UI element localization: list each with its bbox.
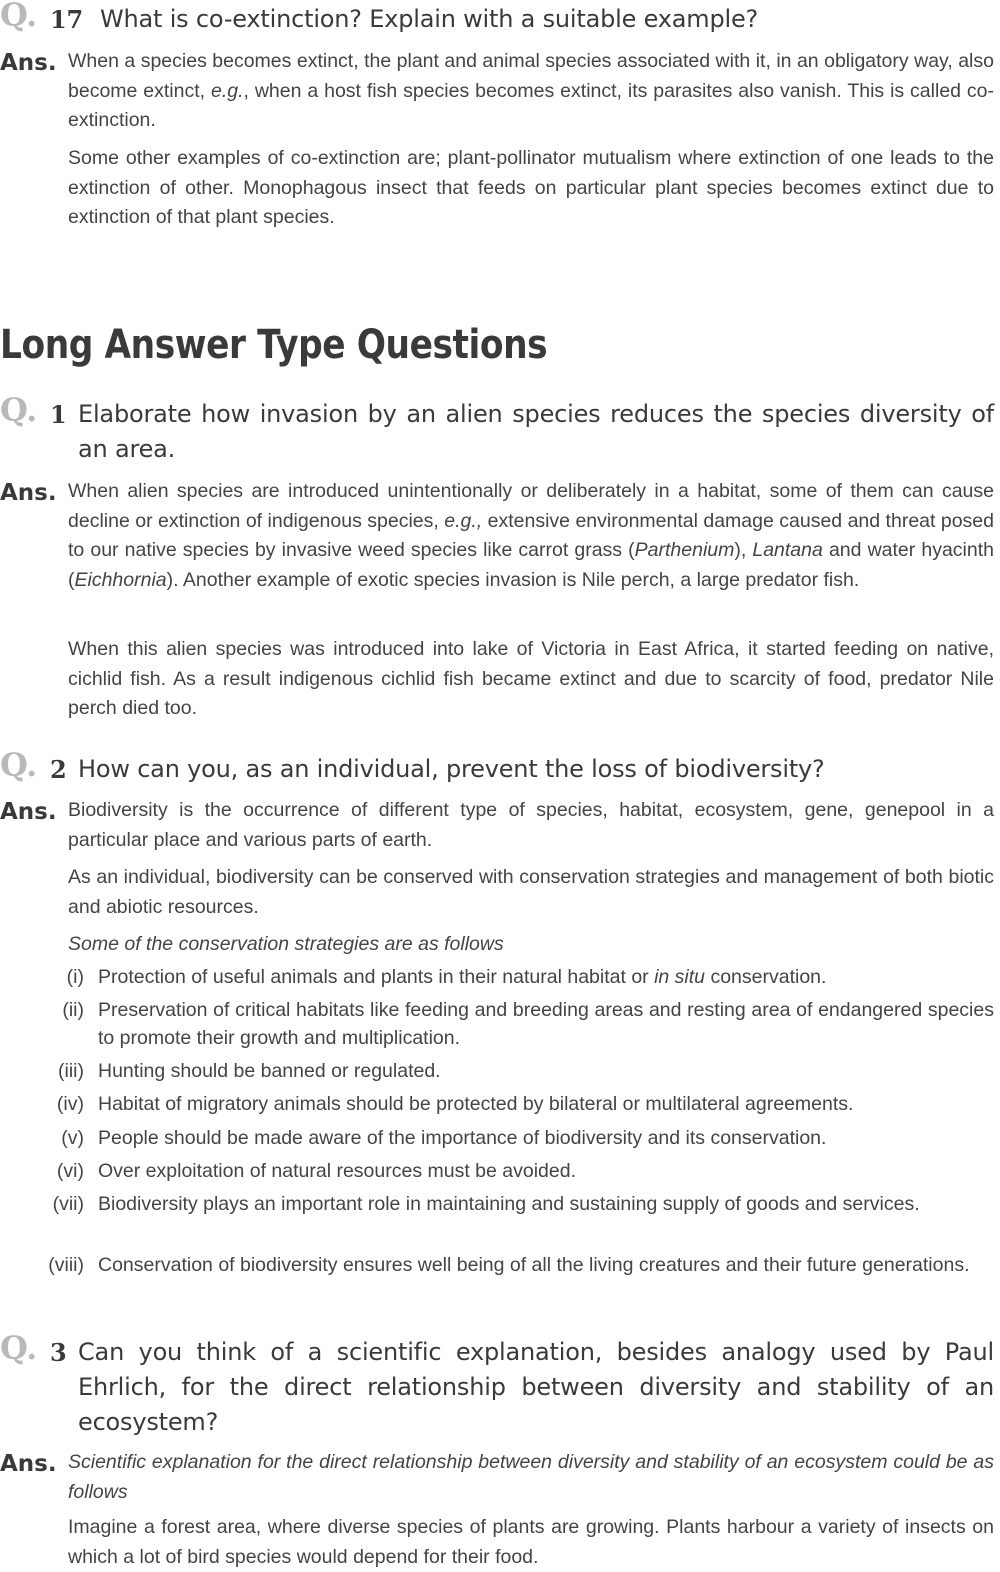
answer-paragraph: When alien species are introduced unintentionally or deliberately in a habitat, some of them can cause decline or extinction of indigenous species, e.g., extensive environmental damage caused and threat posed to our native species by invasive weed species like carrot grass (Parthenium), Lantana and water hyacinth (Eichhornia). Another example of exotic species invasion is Nile perch, a large predator fish. [68, 480, 994, 591]
question-number: 1 [50, 400, 67, 429]
answer-paragraph: Biodiversity is the occurrence of different type of species, habitat, ecosystem, gene, genepool in a particular place and various parts of earth. [68, 799, 994, 851]
answer-label: Ans. [0, 799, 57, 825]
answer-paragraph: As an individual, biodiversity can be conserved with conservation strategies and management of both biotic and abiotic resources. [68, 866, 994, 918]
list-item: (iii) Hunting should be banned or regulated. [58, 1060, 441, 1082]
list-item: (i) Protection of useful animals and plants in their natural habitat or in situ conservation. [66, 966, 827, 988]
question-mark-glyph: Q. [0, 746, 38, 784]
question-1-heading [0, 391, 994, 467]
answer-paragraph: When a species becomes extinct, the plant and animal species associated with it, in an obligatory way, also become extinct, e.g., when a host fish species becomes extinct, its parasites also vanish. This is called co-extinction. [68, 50, 995, 131]
answer-paragraph: Some other examples of co-extinction are; plant-pollinator mutualism where extinction of one leads to the extinction of other. Monophagous insect that feeds on particular plant species becomes extinct due to extinction of that plant species. [68, 147, 994, 228]
question-number: 17 [50, 5, 83, 34]
list-item: (ii) Preservation of critical habitats like feeding and breeding areas and resting area of endangered species to promote their growth and multiplication. [62, 999, 994, 1049]
question-text: Elaborate how invasion by an alien species reduces the species diversity of an area. [78, 400, 994, 463]
answer-label: Ans. [0, 1451, 57, 1477]
question-number: 2 [50, 755, 67, 784]
list-item: (vii) Biodiversity plays an important role in maintaining and sustaining supply of goods and services. [52, 1193, 920, 1215]
answer-paragraph-italic: Some of the conservation strategies are as follows [68, 933, 504, 955]
answer-paragraph: When this alien species was introduced into lake of Victoria in East Africa, it started feeding on native, cichlid fish. As a result indigenous cichlid fish became extinct and due to scarcity of food, predator Nile perch died too. [68, 638, 994, 719]
question-text: What is co-extinction? Explain with a suitable example? [100, 5, 759, 33]
list-item: (vi) Over exploitation of natural resources must be avoided. [56, 1160, 577, 1182]
section-title: Long Answer Type Questions [0, 322, 548, 368]
question-mark-glyph: Q. [0, 1329, 38, 1367]
answer-paragraph: Imagine a forest area, where diverse species of plants are growing. Plants harbour a variety of insects on which a lot of bird species would depend for their food. [68, 1516, 994, 1568]
answer-paragraph-italic: Scientific explanation for the direct relationship between diversity and stability of an ecosystem could be as follows [68, 1451, 994, 1503]
list-item: (viii) Conservation of biodiversity ensures well being of all the living creatures and their future generations. [48, 1254, 970, 1276]
question-text: How can you, as an individual, prevent the loss of biodiversity? [78, 755, 825, 783]
question-2-heading [0, 746, 994, 787]
question-mark-glyph: Q. [0, 391, 38, 429]
question-number: 3 [50, 1338, 67, 1367]
answer-label: Ans. [0, 480, 57, 506]
question-3-heading [0, 1329, 994, 1440]
list-item: (iv) Habitat of migratory animals should be protected by bilateral or multilateral agreements. [56, 1093, 854, 1115]
list-item: (v) People should be made aware of the importance of biodiversity and its conservation. [61, 1127, 827, 1149]
answer-label: Ans. [0, 50, 57, 76]
question-mark-glyph: Q. [0, 0, 38, 34]
question-text: Can you think of a scientific explanation, besides analogy used by Paul Ehrlich, for the direct relationship between diversity and stability of an ecosystem? [78, 1338, 994, 1436]
question-17-heading [0, 2, 994, 37]
